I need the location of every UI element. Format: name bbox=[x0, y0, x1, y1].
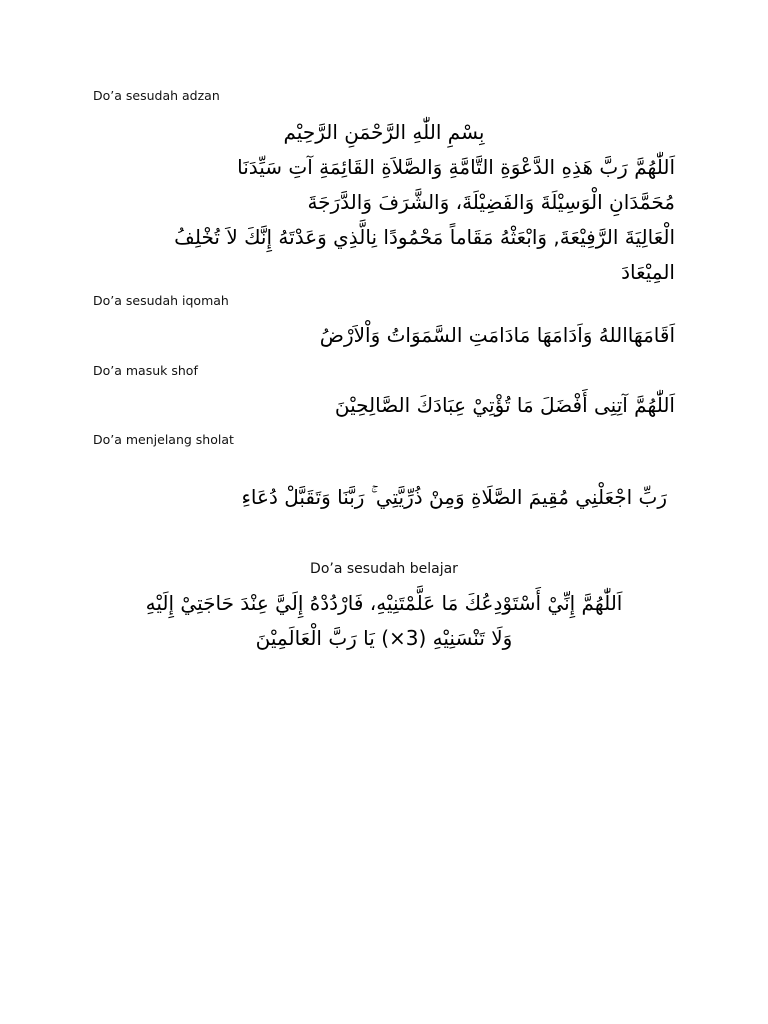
arabic-line: اَللّٰهُمَّ آتِنِى أَفْضَلَ مَا تُؤْتِيْ عِبَادَكَ الصَّالِحِيْنَ bbox=[334, 393, 675, 417]
doa-shof-text bbox=[93, 388, 675, 423]
doa-adzan-text-continued bbox=[93, 220, 675, 290]
arabic-line: اَللّٰهُمَّ رَبَّ هَذِهِ الدَّعْوَةِ التَّامَّةِ وَالصَّلاَةِ القَائِمَةِ آتِ سَيِّدَنَا bbox=[237, 155, 675, 179]
doa-iqomah-text bbox=[93, 318, 675, 353]
doa-sholat-text bbox=[93, 480, 667, 515]
arabic-line: وَلَا تَنْسَنِيْهِ (3×) يَا رَبَّ الْعَالَمِيْنَ bbox=[255, 626, 513, 650]
section-heading-sholat: Do’a menjelang sholat bbox=[93, 432, 234, 447]
basmalah-text bbox=[93, 115, 675, 150]
arabic-line: مُحَمَّدَانِ الْوَسِيْلَةَ وَالفَضِيْلَةَ، وَالشَّرَفَ وَالدَّرَجَةَ bbox=[307, 190, 675, 214]
section-heading-adzan: Do’a sesudah adzan bbox=[93, 88, 220, 103]
arabic-line: بِسْمِ اللّٰهِ الرَّحْمَنِ الرَّحِيْم bbox=[283, 120, 485, 144]
section-heading-belajar: Do’a sesudah belajar bbox=[310, 561, 458, 577]
arabic-line: اَللّٰهُمَّ إِنِّيْ أَسْتَوْدِعُكَ مَا عَلَّمْتَنِيْهِ، فَارْدُدْهُ إِلَيَّ عِنْدَ حَاجَتِيْ إِلَيْهِ bbox=[145, 591, 623, 615]
section-heading-iqomah: Do’a sesudah iqomah bbox=[93, 293, 229, 308]
doa-adzan-text bbox=[93, 150, 675, 220]
arabic-line: الْعَالِيَةَ الرَّفِيْعَةَ, وَابْعَثْهُ مَقَاماً مَحْمُودًا نِالَّذِي وَعَدْتَهُ إِنَّكَ لاَ تُخْلِفُ bbox=[174, 225, 675, 249]
arabic-line: اَقَامَهَااللهُ وَاَدَامَهَا مَادَامَتِ السَّمَوَاتُ وَاْلاَرْضُ bbox=[319, 323, 675, 347]
doa-belajar-text bbox=[93, 586, 675, 656]
arabic-line: رَبِّ اجْعَلْنِي مُقِيمَ الصَّلَاةِ وَمِنْ ذُرِّيَّتِي ۚ رَبَّنَا وَتَقَبَّلْ دُعَاءِ bbox=[241, 485, 667, 509]
section-heading-shof: Do’a masuk shof bbox=[93, 363, 198, 378]
arabic-line: المِيْعَادَ bbox=[621, 260, 675, 284]
